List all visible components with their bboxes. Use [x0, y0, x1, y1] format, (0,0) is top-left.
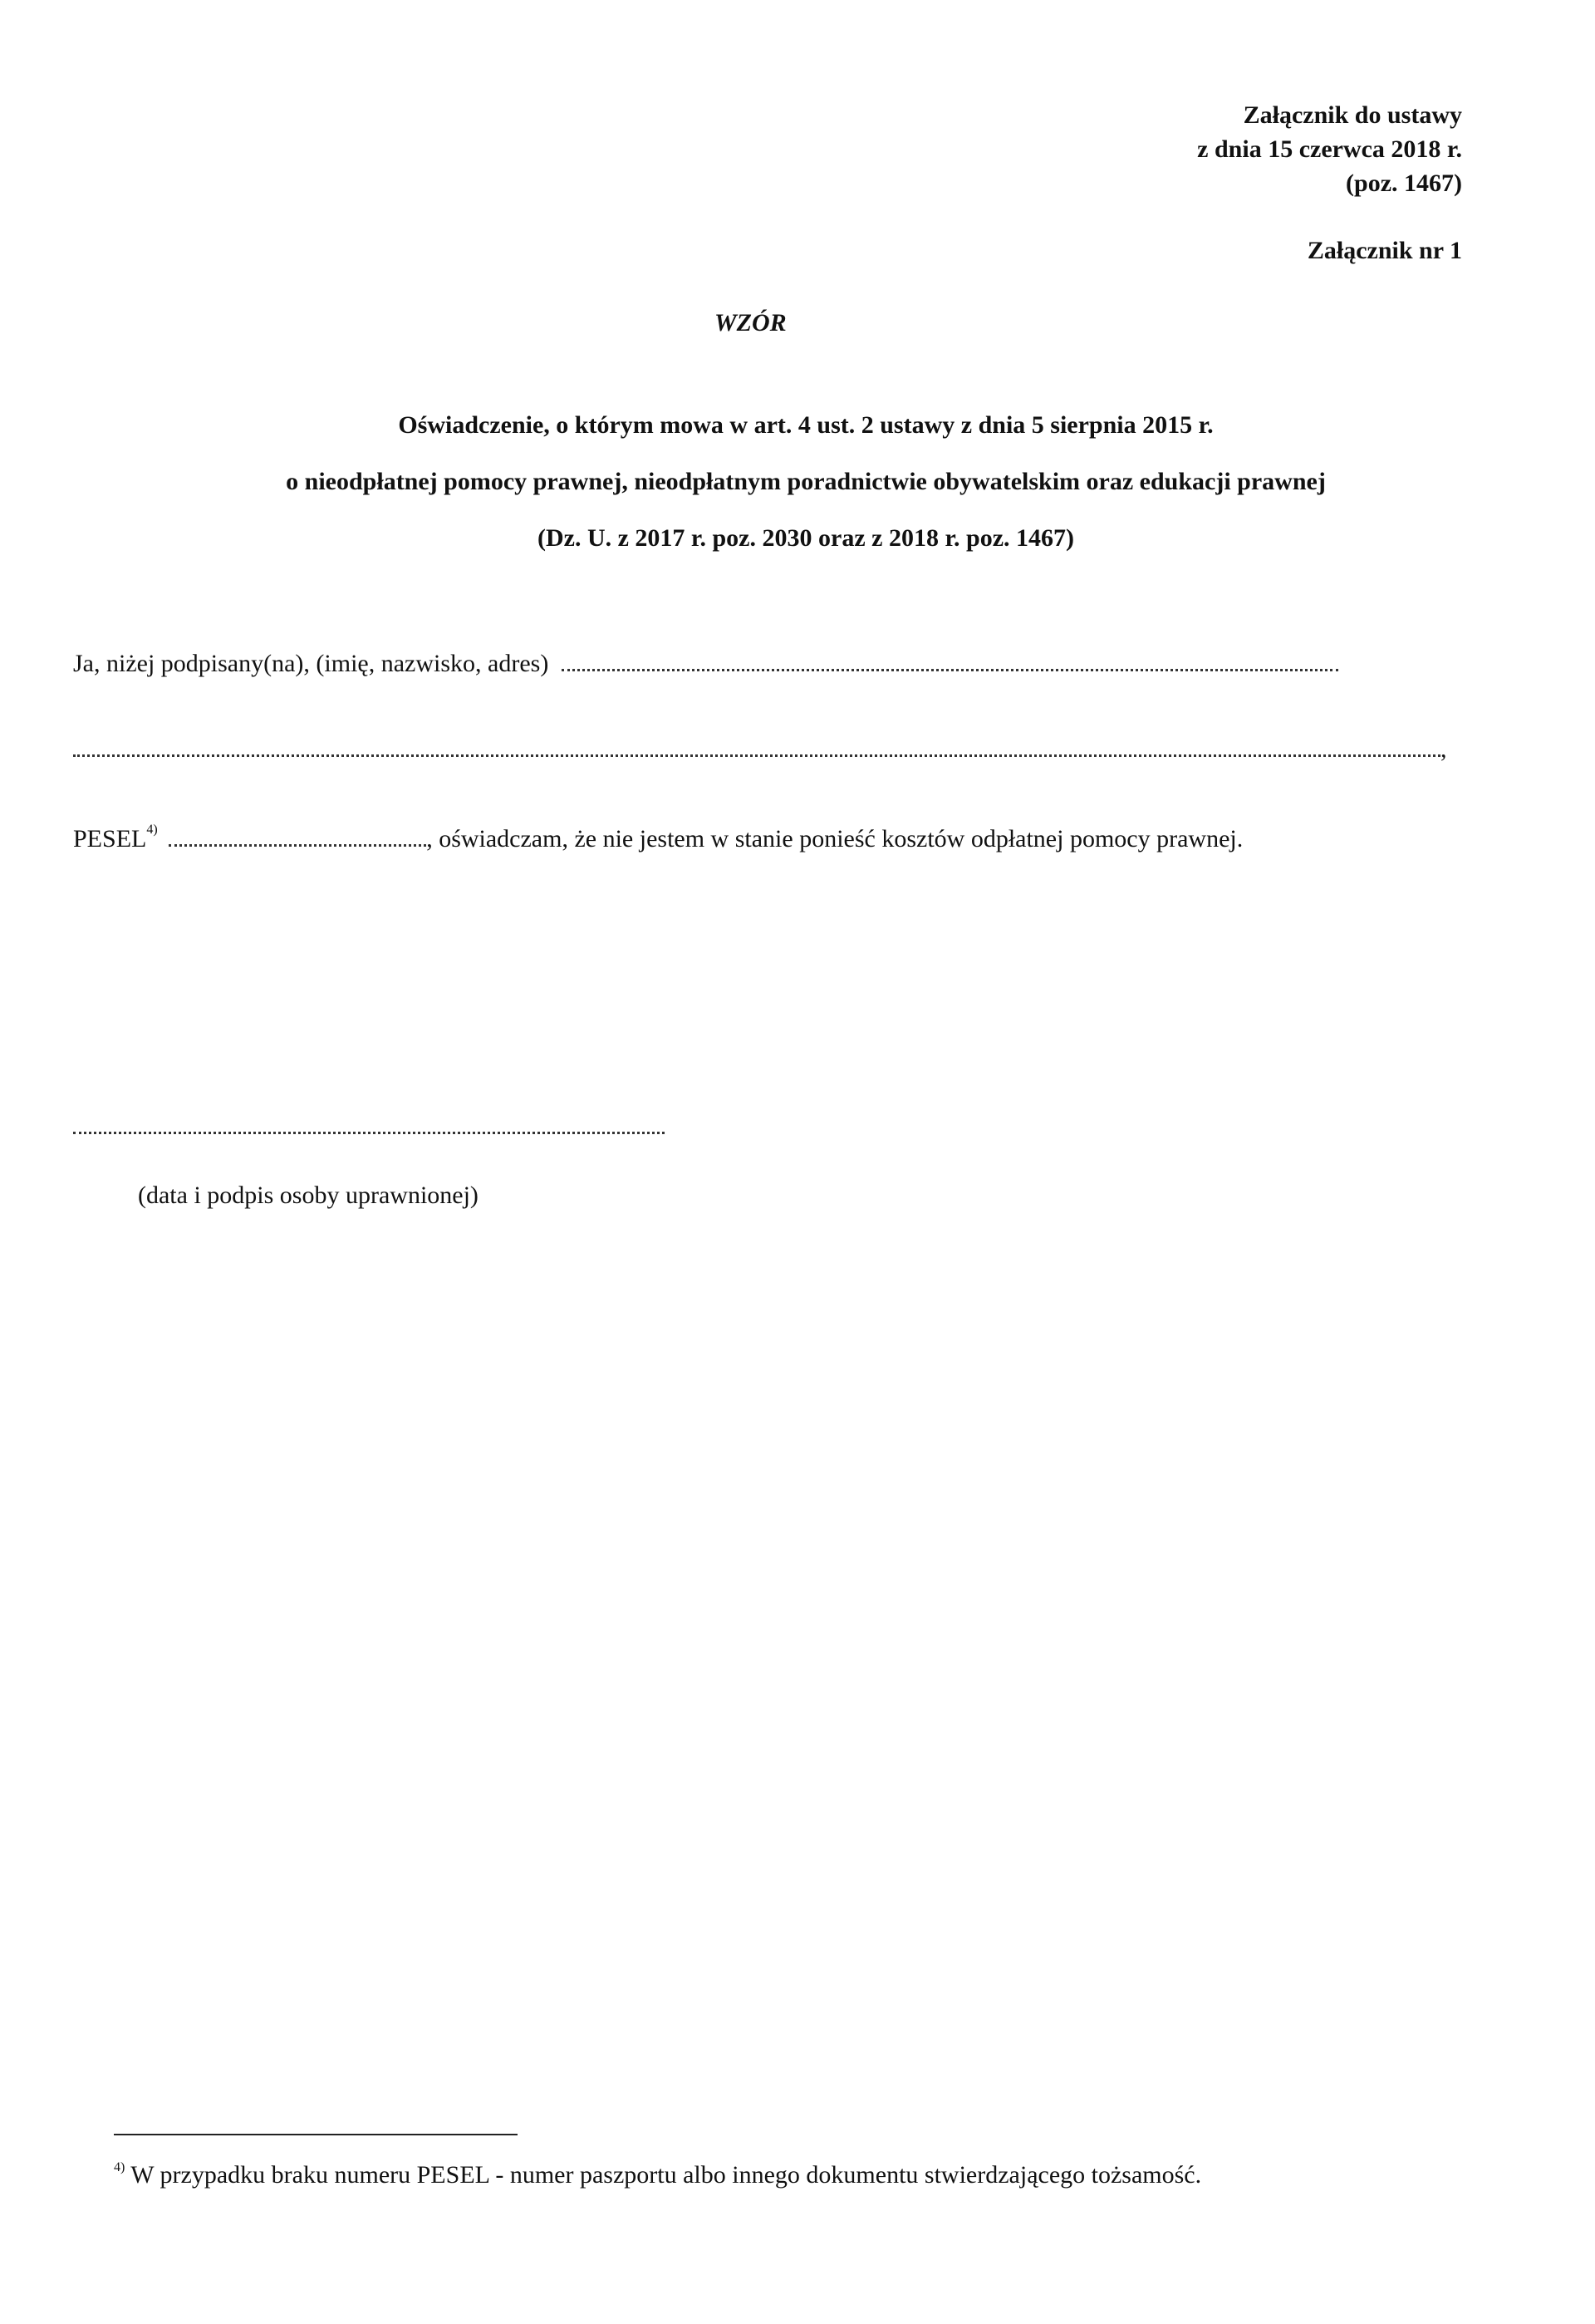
- name-address-field[interactable]: [562, 669, 1338, 671]
- footnote-text: W przypadku braku numeru PESEL - numer paszportu albo innego dokumentu stwierdzającego tożsamość.: [125, 2161, 1202, 2189]
- template-label: WZÓR: [714, 309, 787, 337]
- pesel-footnote-ref: 4): [146, 823, 158, 837]
- annex-header: [1197, 98, 1462, 200]
- annex-header-line1: Załącznik do ustawy: [1243, 101, 1462, 129]
- document-title: [83, 397, 1529, 567]
- address-line-comma: ,: [1440, 735, 1447, 763]
- address-continuation-field[interactable]: [73, 754, 1440, 757]
- footnote-divider: [114, 2134, 518, 2135]
- title-line2: o nieodpłatnej pomocy prawnej, nieodpłatnym poradnictwie obywatelskim oraz edukacji prawnej: [286, 468, 1326, 495]
- signature-field[interactable]: [73, 1132, 665, 1134]
- annex-header-line3: (poz. 1467): [1346, 170, 1462, 197]
- footnote: [114, 2160, 1201, 2189]
- footnote-marker: 4): [114, 2160, 125, 2174]
- pesel-field[interactable]: [169, 844, 426, 847]
- title-line1: Oświadczenie, o którym mowa w art. 4 ust. 2 ustawy z dnia 5 sierpnia 2015 r.: [398, 411, 1214, 439]
- annex-number: Załącznik nr 1: [1307, 237, 1462, 264]
- pesel-line: [73, 823, 1243, 853]
- signature-label: (data i podpis osoby uprawnionej): [138, 1182, 478, 1209]
- statement-text: , oświadczam, że nie jestem w stanie ponieść kosztów odpłatnej pomocy prawnej.: [426, 825, 1244, 852]
- pesel-label: PESEL: [73, 825, 147, 852]
- title-line3: (Dz. U. z 2017 r. poz. 2030 oraz z 2018 r. poz. 1467): [537, 524, 1074, 552]
- name-address-line: [73, 650, 1338, 678]
- annex-header-line2: z dnia 15 czerwca 2018 r.: [1197, 135, 1462, 163]
- name-address-label: Ja, niżej podpisany(na), (imię, nazwisko, adres): [73, 650, 549, 677]
- address-continuation-line: [73, 735, 1447, 764]
